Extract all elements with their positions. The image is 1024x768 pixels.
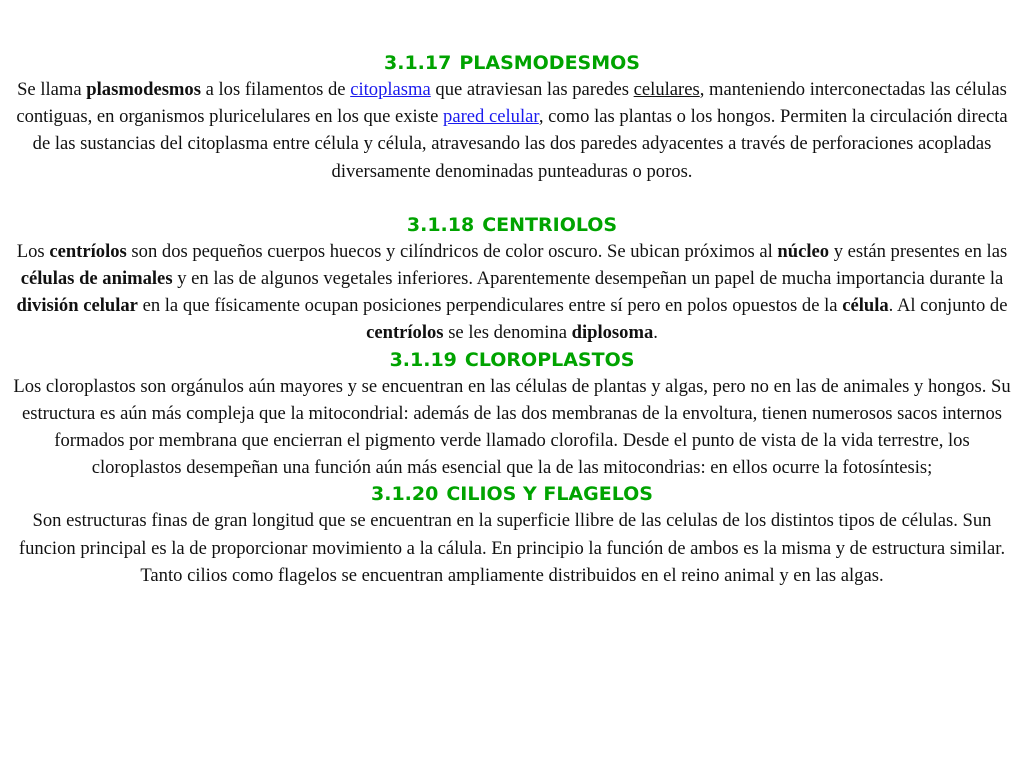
section-number: 3.1.19: [389, 348, 457, 371]
bold-term: núcleo: [777, 240, 830, 262]
text-run: . Al conjunto de: [888, 295, 1008, 317]
text-run: son dos pequeños cuerpos huecos y cilíndricos de color oscuro. Se ubican próximos al: [126, 240, 778, 262]
text-run: Los: [16, 240, 50, 262]
citoplasma-link[interactable]: citoplasma: [350, 79, 431, 100]
bold-term: células de animales: [20, 268, 173, 290]
bold-term: célula: [842, 295, 889, 317]
section-title: CLOROPLASTOS: [464, 348, 635, 371]
section-number: 3.1.17: [384, 52, 452, 74]
text-run: Tanto cilios como flagelos se encuentran ampliamente distribuidos en el reino animal y en las algas.: [140, 564, 884, 586]
section-title: CILIOS Y FLAGELOS: [446, 483, 653, 506]
section-number: 3.1.18: [406, 213, 475, 236]
section-heading-cloroplastos: [8, 347, 1016, 373]
paragraph-cilios-flagelos: [8, 507, 1016, 561]
section-number: 3.1.20: [371, 483, 439, 506]
bold-term: plasmodesmos: [86, 79, 201, 100]
text-run: que atraviesan las paredes: [430, 79, 634, 100]
underlined-term: celulares: [633, 79, 700, 100]
text-run: .: [653, 322, 658, 344]
text-run: se les denomina: [443, 322, 572, 344]
text-run: y están presentes en las: [829, 240, 1008, 262]
paragraph-cloroplastos: [8, 373, 1016, 482]
text-run: a los filamentos de: [200, 79, 351, 100]
text-run: Son estructuras finas de gran longitud que se encuentran en la superficie llibre de las celulas de los distintos tipos de células. Sun funcion principal es la de proporcionar movimiento a la cálula. En principio la función de ambos es la misma y de estructura similar.: [18, 510, 1006, 559]
text-run: , manteniendo interconectadas las células contiguas, en organismos pluricelulares en los que existe: [16, 79, 1007, 128]
text-run: Se llama: [17, 79, 87, 100]
section-heading-plasmodesmos: [8, 50, 1016, 76]
bold-term: centríolos: [366, 322, 444, 344]
bold-term: centríolos: [49, 240, 127, 262]
section-heading-centriolos: [8, 212, 1016, 238]
section-title: CENTRIOLOS: [482, 213, 618, 236]
pared-celular-link[interactable]: pared celular: [443, 106, 539, 128]
text-run: en la que físicamente ocupan posiciones perpendiculares entre sí pero en polos opuestos de la: [137, 295, 843, 317]
text-run: , como las plantas o los hongos. Permiten la circulación directa de las sustancias del citoplasma entre célula y célula, atravesando las dos paredes adyacentes a través de perforaciones acopladas diversamente denominadas punteaduras o poros.: [32, 106, 1008, 182]
section-heading-cilios-flagelos: [8, 481, 1016, 507]
spacer: [8, 185, 1016, 212]
paragraph-cilios-flagelos-2: [8, 562, 1016, 589]
paragraph-centriolos: [8, 238, 1016, 347]
bold-term: diplosoma: [571, 322, 654, 344]
section-title: PLASMODESMOS: [459, 52, 640, 74]
paragraph-plasmodesmos: [8, 76, 1016, 185]
bold-term: división celular: [16, 295, 138, 317]
text-run: Los cloroplastos son orgánulos aún mayores y se encuentran en las células de plantas y algas, pero no en las de animales y hongos. Su estructura es aún más compleja que la mitocondrial: además de las dos membranas de la envoltura, tienen numerosos sacos internos formados por membrana que encierran el pigmento verde llamado clorofila. Desde el punto de vista de la vida terrestre, los cloroplastos desempeñan una función aún más esencial que la de las mitocondrias: en ellos ocurre la fotosíntesis;: [13, 375, 1011, 479]
text-run: y en las de algunos vegetales inferiores. Aparentemente desempeñan un papel de mucha importancia durante la: [172, 268, 1004, 290]
